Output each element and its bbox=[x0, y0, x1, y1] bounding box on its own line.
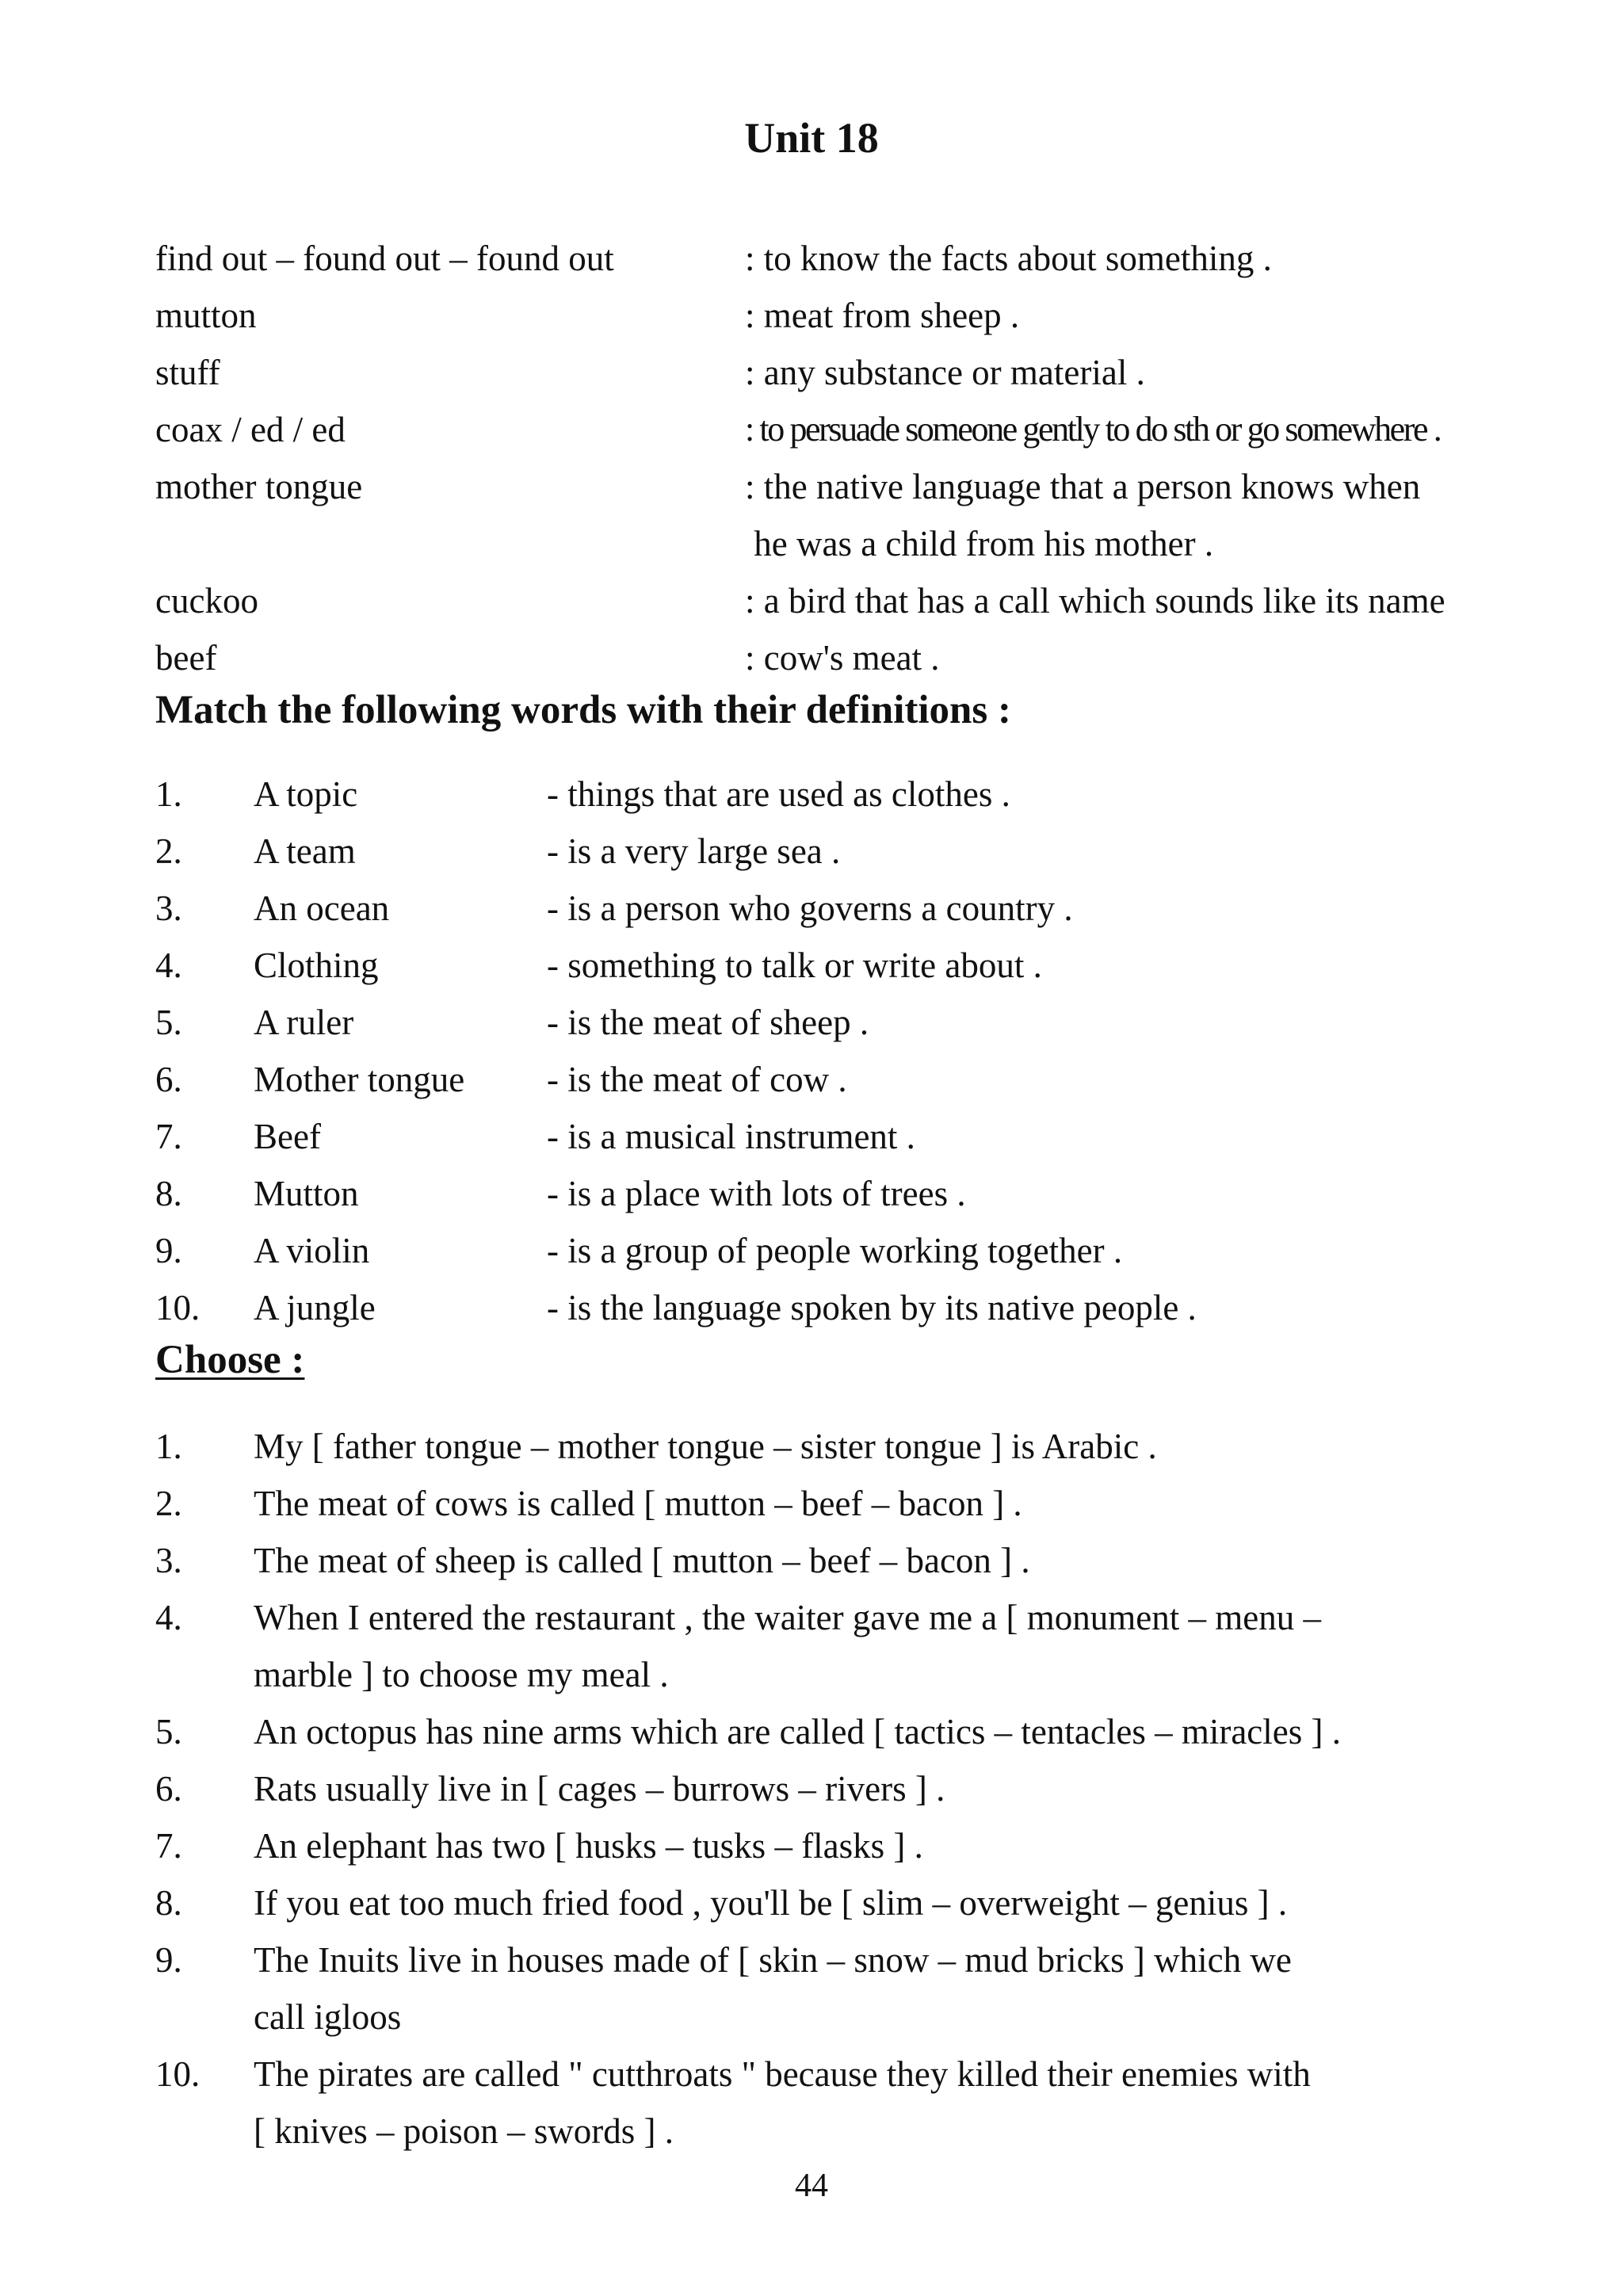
vocab-definition: : a bird that has a call which sounds like its name bbox=[745, 581, 1445, 621]
item-number: 3. bbox=[155, 888, 182, 928]
match-word: Mutton bbox=[254, 1174, 359, 1213]
match-item bbox=[155, 937, 1582, 994]
page-number: 44 bbox=[795, 2168, 828, 2204]
vocab-row bbox=[155, 344, 1582, 401]
match-definition: - is a person who governs a country . bbox=[547, 888, 1073, 928]
item-number: 9. bbox=[155, 1231, 182, 1270]
match-definition: - is a group of people working together . bbox=[547, 1231, 1123, 1270]
vocab-row bbox=[155, 401, 1582, 458]
item-number: 6. bbox=[155, 1769, 182, 1809]
match-word: A jungle bbox=[254, 1288, 376, 1328]
item-number: 7. bbox=[155, 1117, 182, 1156]
match-word: Clothing bbox=[254, 946, 379, 985]
vocab-definition: : any substance or material . bbox=[745, 353, 1145, 392]
item-number: 4. bbox=[155, 1598, 182, 1637]
item-number: 9. bbox=[155, 1940, 182, 1980]
match-word: An ocean bbox=[254, 888, 390, 928]
item-number: 5. bbox=[155, 1003, 182, 1042]
vocab-definition: he was a child from his mother . bbox=[745, 524, 1214, 563]
item-number: 8. bbox=[155, 1174, 182, 1213]
vocab-word: stuff bbox=[155, 353, 220, 392]
vocab-definition: : meat from sheep . bbox=[745, 296, 1020, 335]
match-item bbox=[155, 880, 1582, 937]
match-word: A team bbox=[254, 831, 356, 871]
item-number: 5. bbox=[155, 1712, 182, 1752]
item-number: 10. bbox=[155, 2054, 200, 2094]
choose-sentence: The meat of sheep is called [ mutton – beef – bacon ] . bbox=[254, 1541, 1030, 1580]
vocab-word: mutton bbox=[155, 296, 257, 335]
vocab-word: mother tongue bbox=[155, 467, 363, 506]
item-number: 1. bbox=[155, 774, 182, 814]
match-word: A topic bbox=[254, 774, 358, 814]
match-item bbox=[155, 823, 1582, 880]
choose-sentence: If you eat too much fried food , you'll be [ slim – overweight – genius ] . bbox=[254, 1883, 1288, 1923]
item-number: 8. bbox=[155, 1883, 182, 1923]
item-number: 10. bbox=[155, 1288, 200, 1328]
match-definition: - is the meat of cow . bbox=[547, 1060, 847, 1099]
match-definition: - is a place with lots of trees . bbox=[547, 1174, 966, 1213]
vocab-row bbox=[155, 572, 1582, 629]
item-number: 2. bbox=[155, 1484, 182, 1523]
match-definition: - is the language spoken by its native people . bbox=[547, 1288, 1197, 1328]
vocab-row-continuation bbox=[155, 515, 1582, 572]
match-word: Mother tongue bbox=[254, 1060, 465, 1099]
choose-sentence: An octopus has nine arms which are called [ tactics – tentacles – miracles ] . bbox=[254, 1712, 1341, 1752]
match-item bbox=[155, 994, 1582, 1051]
match-definition: - is the meat of sheep . bbox=[547, 1003, 869, 1042]
item-number: 3. bbox=[155, 1541, 182, 1580]
match-item bbox=[155, 1222, 1582, 1279]
vocab-word: find out – found out – found out bbox=[155, 239, 614, 278]
choose-sentence: My [ father tongue – mother tongue – sister tongue ] is Arabic . bbox=[254, 1427, 1157, 1466]
item-number: 6. bbox=[155, 1060, 182, 1099]
match-word: A ruler bbox=[254, 1003, 354, 1042]
match-word: Beef bbox=[254, 1117, 321, 1156]
vocab-definition: : to persuade someone gently to do sth or go somewhere . bbox=[745, 410, 1441, 449]
item-number: 1. bbox=[155, 1427, 182, 1466]
item-number: 7. bbox=[155, 1826, 182, 1866]
vocab-word: coax / ed / ed bbox=[155, 410, 346, 449]
vocab-row bbox=[155, 629, 1582, 686]
page-title: Unit 18 bbox=[744, 114, 879, 162]
choose-sentence: The pirates are called " cutthroats " because they killed their enemies with [ knives – poison – swords ] . bbox=[254, 2054, 1311, 2151]
vocab-definition: : to know the facts about something . bbox=[745, 239, 1272, 278]
match-item bbox=[155, 1051, 1582, 1108]
vocab-word: cuckoo bbox=[155, 581, 258, 621]
vocab-definition: : cow's meat . bbox=[745, 638, 940, 678]
vocab-row bbox=[155, 230, 1582, 287]
match-item bbox=[155, 1108, 1582, 1165]
item-number: 4. bbox=[155, 946, 182, 985]
vocab-row bbox=[155, 458, 1582, 515]
match-item bbox=[155, 766, 1582, 823]
match-definition: - is a musical instrument . bbox=[547, 1117, 915, 1156]
match-word: A violin bbox=[254, 1231, 370, 1270]
vocab-definition: : the native language that a person knows when bbox=[745, 467, 1421, 506]
choose-sentence: An elephant has two [ husks – tusks – flasks ] . bbox=[254, 1826, 923, 1866]
match-definition: - something to talk or write about . bbox=[547, 946, 1042, 985]
match-definition: - is a very large sea . bbox=[547, 831, 841, 871]
choose-sentence: When I entered the restaurant , the waiter gave me a [ monument – menu – marble ] to choose my meal . bbox=[254, 1598, 1321, 1694]
choose-sentence: The Inuits live in houses made of [ skin – snow – mud bricks ] which we call igloos bbox=[254, 1940, 1292, 2037]
choose-heading: Choose : bbox=[155, 1338, 305, 1382]
match-item bbox=[155, 1165, 1582, 1222]
choose-sentence: The meat of cows is called [ mutton – beef – bacon ] . bbox=[254, 1484, 1022, 1523]
vocab-word: beef bbox=[155, 638, 217, 678]
item-number: 2. bbox=[155, 831, 182, 871]
choose-sentence: Rats usually live in [ cages – burrows – rivers ] . bbox=[254, 1769, 945, 1809]
match-definition: - things that are used as clothes . bbox=[547, 774, 1010, 814]
match-heading: Match the following words with their definitions : bbox=[155, 688, 1011, 732]
match-item bbox=[155, 1279, 1582, 1336]
vocab-row bbox=[155, 287, 1582, 344]
